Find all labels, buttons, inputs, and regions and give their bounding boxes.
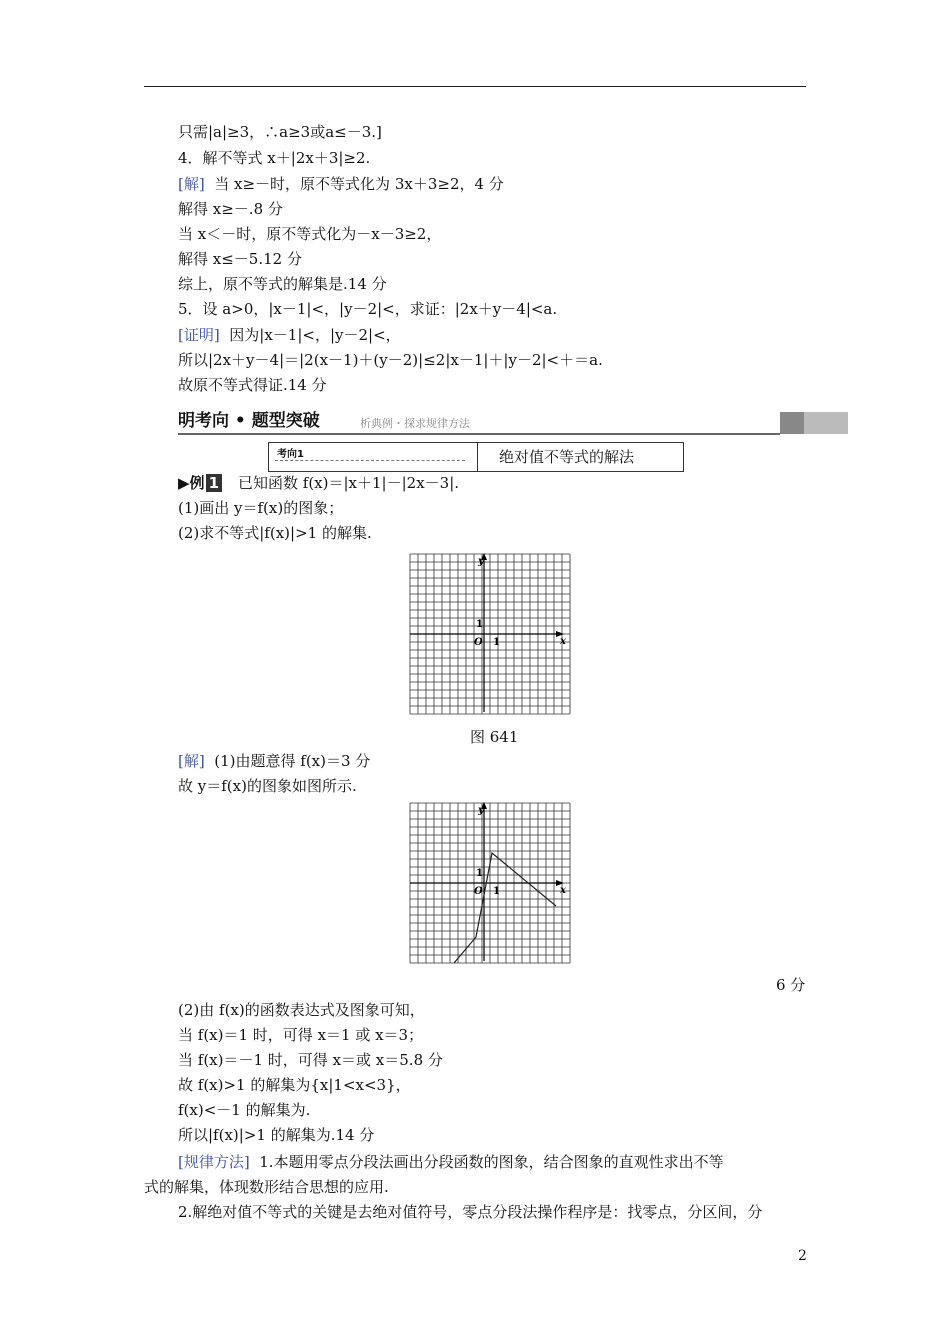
method-line: 2.解绝对值不等式的关键是去绝对值符号，零点分段法操作程序是：找零点，分区间，分 — [178, 1203, 763, 1221]
method-line: 式的解集，体现数形结合思想的应用. — [144, 1178, 389, 1196]
method-text: 1.本题用零点分段法画出分段函数的图象，结合图象的直观性求出不等 — [259, 1153, 724, 1171]
origin-label: O — [474, 886, 483, 897]
text-line: 故 f(x)>1 的解集为{x|1<x<3}， — [178, 1076, 411, 1094]
text-line: 综上，原不等式的解集是.14 分 — [178, 275, 387, 293]
text-line — [178, 325, 401, 345]
section-rule — [178, 433, 780, 435]
figure-caption: 图 641 — [470, 728, 519, 746]
x-axis-label: x — [560, 885, 566, 896]
function-curve — [454, 853, 556, 963]
page-number: 2 — [798, 1248, 807, 1264]
text-line: 当 f(x)＝1 时，可得 x＝1 或 x＝3； — [178, 1026, 424, 1044]
topic-title: 绝对值不等式的解法 — [499, 448, 635, 466]
y-axis-label: y — [478, 805, 484, 816]
y-axis-label: y — [478, 556, 484, 567]
topic-box — [268, 442, 684, 472]
text-line: 所以|f(x)|>1 的解集为.14 分 — [178, 1126, 375, 1144]
text-line: 解得 x≤－5.12 分 — [178, 250, 302, 268]
text-line-content: 因为|x－1|<，|y－2|<， — [229, 326, 401, 344]
topic-tag-cell — [269, 443, 478, 471]
text-line-content: 当 x≥－时，原不等式化为 3x＋3≥2，4 分 — [214, 175, 504, 193]
text-line: 只需|a|≥3，∴a≥3或a≤－3.] — [178, 123, 382, 141]
grid-figure-blank — [408, 552, 572, 716]
origin-label: O — [474, 637, 483, 648]
section-deco-block — [780, 412, 804, 434]
function-graph-figure — [408, 801, 572, 965]
text-line: 故原不等式得证.14 分 — [178, 376, 327, 394]
x-unit-label: 1 — [493, 886, 500, 897]
text-line: 解得 x≥－.8 分 — [178, 200, 283, 218]
text-line: f(x)<－1 的解集为. — [178, 1101, 311, 1119]
solution-tag: [解] — [178, 752, 205, 770]
x-axis-label: x — [560, 636, 566, 647]
solution-tag: [解] — [178, 175, 205, 193]
example-stem: 已知函数 f(x)＝|x＋1|－|2x－3|. — [238, 474, 460, 492]
text-line-content: (1)由题意得 f(x)＝3 分 — [214, 752, 371, 770]
text-line: 当 f(x)＝－1 时，可得 x＝或 x＝5.8 分 — [178, 1051, 443, 1069]
text-line: (2)由 f(x)的函数表达式及图象可知， — [178, 1001, 425, 1019]
example-number: 1 — [206, 474, 222, 492]
header-rule — [144, 86, 806, 87]
text-line — [178, 174, 504, 194]
section-header — [178, 410, 848, 434]
example-badge: ▶例 1 — [178, 472, 222, 493]
question-1: (1)画出 y＝f(x)的图象； — [178, 499, 344, 517]
score-label: 6 分 — [776, 976, 806, 994]
question-2: (2)求不等式|f(x)|>1 的解集. — [178, 524, 372, 542]
example-label: 例 — [189, 474, 205, 492]
text-line: 所以|2x＋y－4|＝|2(x－1)＋(y－2)|≤2|x－1|＋|y－2|<＋＝a. — [178, 351, 603, 369]
x-unit-label: 1 — [493, 637, 500, 648]
text-line: 故 y＝f(x)的图象如图所示. — [178, 777, 357, 795]
proof-tag: [证明] — [178, 326, 220, 344]
topic-tag: 考向1 — [277, 449, 304, 460]
method-line — [178, 1152, 724, 1172]
text-line — [178, 751, 370, 771]
section-subtitle: 析典例・探求规律方法 — [360, 417, 470, 430]
section-deco-block — [804, 412, 848, 434]
text-line: 当 x＜－时，原不等式化为－x－3≥2， — [178, 225, 442, 243]
y-unit-label: 1 — [476, 619, 483, 630]
dashed-rule — [275, 460, 465, 461]
section-title: 明考向 • 题型突破 — [178, 411, 320, 431]
text-line: 5．设 a>0，|x－1|<，|y－2|<，求证：|2x＋y－4|<a. — [178, 300, 558, 318]
y-unit-label: 1 — [476, 868, 483, 879]
method-tag: [规律方法] — [178, 1153, 250, 1171]
text-line: 4．解不等式 x＋|2x＋3|≥2. — [178, 149, 371, 167]
